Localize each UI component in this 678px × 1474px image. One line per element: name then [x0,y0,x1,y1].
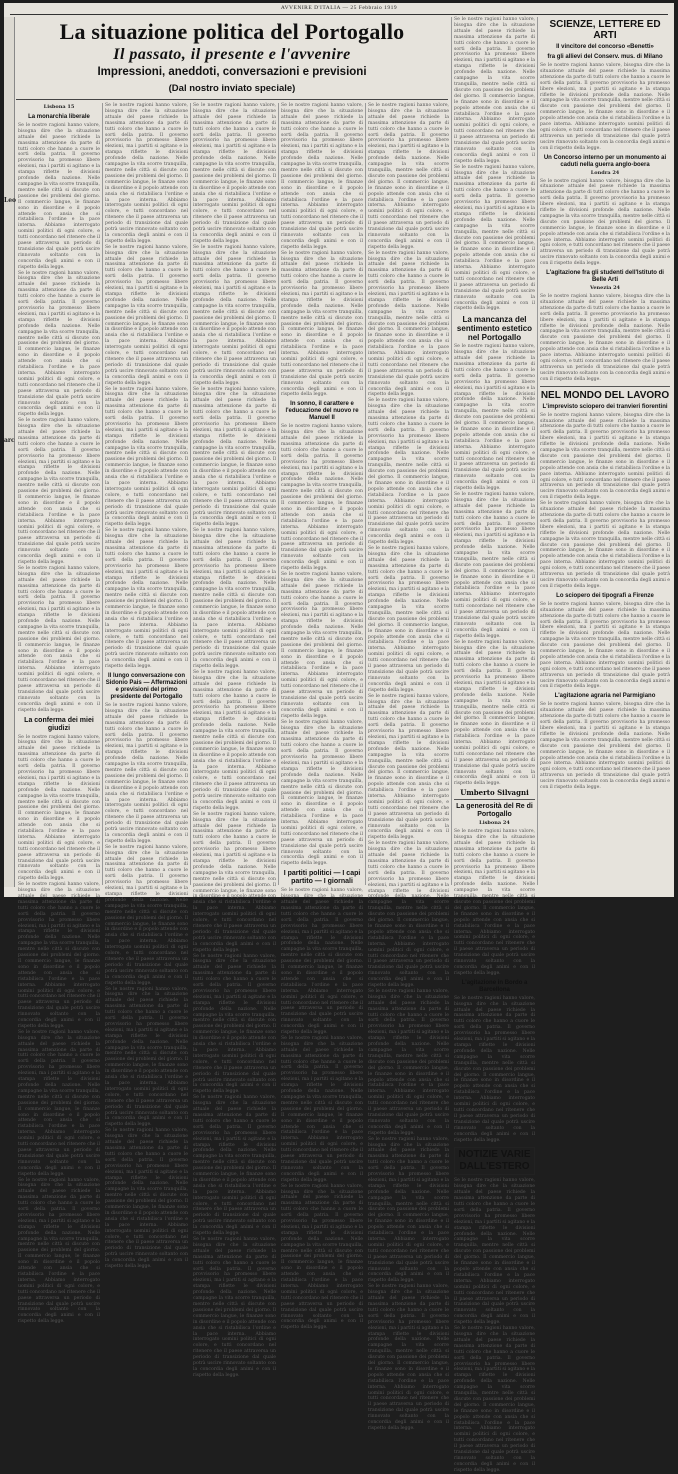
body-text: Se le nostre ragioni hanno valore, bisogna dire che la situazione attuale del paese richiede la massima attenzione da parte di tutti coloro che hanno a cuore le sorti della patria. Il governo provvisorio ha promesso libere elezioni, ma i partiti si agitano e la stampa riflette le divisioni profonde della nazione. Nelle campagne la vita scorre tranquilla, mentre nelle città si discute con passione dei problemi del giorno. Il commercio langue, le finanze sono in disordine e il popolo attende con ansia che si ristabilisca l'ordine e la pace interna. Abbiamo interrogato uomini politici di ogni colore, e tutti concordano nel ritenere che il paese attraversa un periodo di transizione dal quale potrà uscire rinnovato soltanto con la concordia degli animi e con il rispetto della legge. [105,986,188,1128]
dateline: Lisbona 24 [479,820,510,827]
body-text: Se le nostre ragioni hanno valore, bisogna dire che la situazione attuale del paese richiede la massima attenzione da parte di tutti coloro che hanno a cuore le sorti della patria. Il governo provvisorio ha promesso libere elezioni, ma i partiti si agitano e la stampa riflette le divisioni profonde della nazione. Nelle campagne la vita scorre tranquilla, mentre nelle città si discute con passione dei problemi del giorno. Il commercio langue, le finanze sono in disordine e il popolo attende con ansia che si ristabilisca l'ordine e la pace interna. Abbiamo interrogato uomini politici di ogni colore, e tutti concordano nel ritenere che il paese attraversa un periodo di transizione dal quale potrà uscire rinnovato soltanto con la concordia degli animi e con il rispetto della legge. [454,344,535,492]
body-text: Se le nostre ragioni hanno valore, bisogna dire che la situazione attuale del paese richiede la massima attenzione da parte di tutti coloro che hanno a cuore le sorti della patria. Il governo provvisorio ha promesso libere elezioni, ma i partiti si agitano e la stampa riflette le divisioni profonde della nazione. Nelle campagne la vita scorre tranquilla, mentre nelle città si discute con passione dei problemi del giorno. Il commercio langue, le finanze sono in disordine e il popolo attende con ansia che si ristabilisca l'ordine e la pace interna. Abbiamo interrogato uomini politici di ogni colore, e tutti concordano nel ritenere che il paese attraversa un periodo di transizione dal quale potrà uscire rinnovato soltanto con la concordia degli animi e con il rispetto della legge. [193,103,276,244]
body-text: Se le nostre ragioni hanno valore, bisogna dire che la situazione attuale del paese richiede la massima attenzione da parte di tutti coloro che hanno a cuore le sorti della patria. Il governo provvisorio ha promesso libere elezioni, ma i partiti si agitano e la stampa riflette le divisioni profonde della nazione. Nelle campagne la vita scorre tranquilla, mentre nelle città si discute con passione dei problemi del giorno. Il commercio langue, le finanze sono in disordine e il popolo attende con ansia che si ristabilisca l'ordine e la pace interna. Abbiamo interrogato uomini politici di ogni colore, e tutti concordano nel ritenere che il paese attraversa un periodo di transizione dal quale potrà uscire rinnovato soltanto con la concordia degli animi e con il rispetto della legge. [105,703,188,844]
body-text: Se le nostre ragioni hanno valore, bisogna dire che la situazione attuale del paese richiede la massima attenzione da parte di tutti coloro che hanno a cuore le sorti della patria. Il governo provvisorio ha promesso libere elezioni, ma i partiti si agitano e la stampa riflette le divisioni profonde della nazione. Nelle campagne la vita scorre tranquilla, mentre nelle città si discute con passione dei problemi del giorno. Il commercio langue, le finanze sono in disordine e il popolo attende con ansia che si ristabilisca l'ordine e la pace interna. Abbiamo interrogato uomini politici di ogni colore, e tutti concordano nel ritenere che il paese attraversa un periodo di transizione dal quale potrà uscire rinnovato soltanto con la concordia degli animi e con il rispetto della legge. [281,888,363,1036]
body-text: Se le nostre ragioni hanno valore, bisogna dire che la situazione attuale del paese richiede la massima attenzione da parte di tutti coloro che hanno a cuore le sorti della patria. Il governo provvisorio ha promesso libere elezioni, ma i partiti si agitano e la stampa riflette le divisioni profonde della nazione. Nelle campagne la vita scorre tranquilla, mentre nelle città si discute con passione dei problemi del giorno. Il commercio langue, le finanze sono in disordine e il popolo attende con ansia che si ristabilisca l'ordine e la pace interna. Abbiamo interrogato uomini politici di ogni colore, e tutti concordano nel ritenere che il paese attraversa un periodo di transizione dal quale potrà uscire rinnovato soltanto con la concordia degli animi e con il rispetto della legge. [454,1178,535,1326]
body-text: Se le nostre ragioni hanno valore, bisogna dire che la situazione attuale del paese richiede la massima attenzione da parte di tutti coloro che hanno a cuore le sorti della patria. Il governo provvisorio ha promesso libere elezioni, ma i partiti si agitano e la stampa riflette le divisioni profonde della nazione. Nelle campagne la vita scorre tranquilla, mentre nelle città si discute con passione dei problemi del giorno. Il commercio langue, le finanze sono in disordine e il popolo attende con ansia che si ristabilisca l'ordine e la pace interna. Abbiamo interrogato uomini politici di ogni colore, e tutti concordano nel ritenere che il paese attraversa un periodo di transizione dal quale potrà uscire rinnovato soltanto con la concordia degli animi e con il rispetto della legge. [18,1177,100,1325]
column-2 [105,103,188,1270]
column-7 [540,17,670,885]
running-head: AVVENIRE D'ITALIA — 25 Febbraio 1919 [280,5,398,11]
section-heading: L'agitazione agraria nel Parmigiano [554,693,656,700]
article-signature: Umberto Silvagni [460,788,529,798]
body-text: Se le nostre ragioni hanno valore, bisogna dire che la situazione attuale del paese richiede la massima attenzione da parte di tutti coloro che hanno a cuore le sorti della patria. Il governo provvisorio ha promesso libere elezioni, ma i partiti si agitano e la stampa riflette le divisioni profonde della nazione. Nelle campagne la vita scorre tranquilla, mentre nelle città si discute con passione dei problemi del giorno. Il commercio langue, le finanze sono in disordine e il popolo attende con ansia che si ristabilisca l'ordine e la pace interna. Abbiamo interrogato uomini politici di ogni colore, e tutti concordano nel ritenere che il paese attraversa un periodo di transizione dal quale potrà uscire rinnovato soltanto con la concordia degli animi e con il rispetto della legge. [454,164,535,312]
body-text: Se le nostre ragioni hanno valore, bisogna dire che la situazione attuale del paese richiede la massima attenzione da parte di tutti coloro che hanno a cuore le sorti della patria. Il governo provvisorio ha promesso libere elezioni, ma i partiti si agitano e la stampa riflette le divisioni profonde della nazione. Nelle campagne la vita scorre tranquilla, mentre nelle città si discute con passione dei problemi del giorno. Il commercio langue, le finanze sono in disordine e il popolo attende con ansia che si ristabilisca l'ordine e la pace interna. Abbiamo interrogato uomini politici di ogni colore, e tutti concordano nel ritenere che il paese attraversa un periodo di transizione dal quale potrà uscire rinnovato soltanto con la concordia degli animi e con il rispetto della legge. [18,418,100,565]
column-separator [451,17,452,885]
section-heading: L'agitazione in Bordo a Barcellona [461,979,528,993]
main-article-title: La situazione politica del Portogallo [59,19,405,44]
column-1 [18,103,100,1325]
section-heading: Lo sciopero dei tipografi a Firenze [556,592,654,599]
main-article-subtitle: Il passato, il presente e l'avvenire [113,46,351,63]
column-separator [190,103,191,885]
dateline: Venezia 24 [589,285,621,292]
body-text: Se le nostre ragioni hanno valore, bisogna dire che la situazione attuale del paese richiede la massima attenzione da parte di tutti coloro che hanno a cuore le sorti della patria. Il governo provvisorio ha promesso libere elezioni, ma i partiti si agitano e la stampa riflette le divisioni profonde della nazione. Nelle campagne la vita scorre tranquilla, mentre nelle città si discute con passione dei problemi del giorno. Il commercio langue, le finanze sono in disordine e il popolo attende con ansia che si ristabilisca l'ordine e la pace interna. Abbiamo interrogato uomini politici di ogni colore, e tutti concordano nel ritenere che il paese attraversa un periodo di transizione dal quale potrà uscire rinnovato soltanto con la concordia degli animi e con il rispetto della legge. [18,565,100,713]
section-heading: La generosità del Re di Portogallo [456,803,533,819]
section-heading: La monarchia liberale [28,113,90,120]
body-text: Se le nostre ragioni hanno valore, bisogna dire che la situazione attuale del paese richiede la massima attenzione da parte di tutti coloro che hanno a cuore le sorti della patria. Il governo provvisorio ha promesso libere elezioni, ma i partiti si agitano e la stampa riflette le divisioni profonde della nazione. Nelle campagne la vita scorre tranquilla, mentre nelle città si discute con passione dei problemi del giorno. Il commercio langue, le finanze sono in disordine e il popolo attende con ansia che si ristabilisca l'ordine e la pace interna. Abbiamo interrogato uomini politici di ogni colore, e tutti concordano nel ritenere che il paese attraversa un periodo di transizione dal quale potrà uscire rinnovato soltanto con la concordia degli animi e con il rispetto della legge. [281,571,363,719]
body-text: Se le nostre ragioni hanno valore, bisogna dire che la situazione attuale del paese richiede la massima attenzione da parte di tutti coloro che hanno a cuore le sorti della patria. Il governo provvisorio ha promesso libere elezioni, ma i partiti si agitano e la stampa riflette le divisioni profonde della nazione. Nelle campagne la vita scorre tranquilla, mentre nelle città si discute con passione dei problemi del giorno. Il commercio langue, le finanze sono in disordine e il popolo attende con ansia che si ristabilisca l'ordine e la pace interna. Abbiamo interrogato uomini politici di ogni colore, e tutti concordano nel ritenere che il paese attraversa un periodo di transizione dal quale potrà uscire rinnovato soltanto con la concordia degli animi e con il rispetto della legge. [105,103,188,244]
dateline: Lisbona 15 [43,104,75,110]
column-6 [454,17,535,1473]
body-text: Se le nostre ragioni hanno valore, bisogna dire che la situazione attuale del paese richiede la massima attenzione da parte di tutti coloro che hanno a cuore le sorti della patria. Il governo provvisorio ha promesso libere elezioni, ma i partiti si agitano e la stampa riflette le divisioni profonde della nazione. Nelle campagne la vita scorre tranquilla, mentre nelle città si discute con passione dei problemi del giorno. Il commercio langue, le finanze sono in disordine e il popolo attende con ansia che si ristabilisca l'ordine e la pace interna. Abbiamo interrogato uomini politici di ogni colore, e tutti concordano nel ritenere che il paese attraversa un periodo di transizione dal quale potrà uscire rinnovato soltanto con la concordia degli animi e con il rispetto della legge. [368,1136,449,1284]
column-5 [368,103,449,1431]
body-text: Se le nostre ragioni hanno valore, bisogna dire che la situazione attuale del paese richiede la massima attenzione da parte di tutti coloro che hanno a cuore le sorti della patria. Il governo provvisorio ha promesso libere elezioni, ma i partiti si agitano e la stampa riflette le divisioni profonde della nazione. Nelle campagne la vita scorre tranquilla, mentre nelle città si discute con passione dei problemi del giorno. Il commercio langue, le finanze sono in disordine e il popolo attende con ansia che si ristabilisca l'ordine e la pace interna. Abbiamo interrogato uomini politici di ogni colore, e tutti concordano nel ritenere che il paese attraversa un periodo di transizione dal quale potrà uscire rinnovato soltanto con la concordia degli animi e con il rispetto della legge. [540,178,670,267]
body-text: Se le nostre ragioni hanno valore, bisogna dire che la situazione attuale del paese richiede la massima attenzione da parte di tutti coloro che hanno a cuore le sorti della patria. Il governo provvisorio ha promesso libere elezioni, ma i partiti si agitano e la stampa riflette le divisioni profonde della nazione. Nelle campagne la vita scorre tranquilla, mentre nelle città si discute con passione dei problemi del giorno. Il commercio langue, le finanze sono in disordine e il popolo attende con ansia che si ristabilisca l'ordine e la pace interna. Abbiamo interrogato uomini politici di ogni colore, e tutti concordano nel ritenere che il paese attraversa un periodo di transizione dal quale potrà uscire rinnovato soltanto con la concordia degli animi e con il rispetto della legge. [105,1128,188,1270]
gutter-word: Leo [4,197,17,204]
header-rule [10,14,668,15]
body-text: Se le nostre ragioni hanno valore, bisogna dire che la situazione attuale del paese richiede la massima attenzione da parte di tutti coloro che hanno a cuore le sorti della patria. Il governo provvisorio ha promesso libere elezioni, ma i partiti si agitano e la stampa riflette le divisioni profonde della nazione. Nelle campagne la vita scorre tranquilla, mentre nelle città si discute con passione dei problemi del giorno. Il commercio langue, le finanze sono in disordine e il popolo attende con ansia che si ristabilisca l'ordine e la pace interna. Abbiamo interrogato uomini politici di ogni colore, e tutti concordano nel ritenere che il paese attraversa un periodo di transizione dal quale potrà uscire rinnovato soltanto con la concordia degli animi e con il rispetto della legge. [281,250,363,398]
body-text: Se le nostre ragioni hanno valore, bisogna dire che la situazione attuale del paese richiede la massima attenzione da parte di tutti coloro che hanno a cuore le sorti della patria. Il governo provvisorio ha promesso libere elezioni, ma i partiti si agitano e la stampa riflette le divisioni profonde della nazione. Nelle campagne la vita scorre tranquilla, mentre nelle città si discute con passione dei problemi del giorno. Il commercio langue, le finanze sono in disordine e il popolo attende con ansia che si ristabilisca l'ordine e la pace interna. Abbiamo interrogato uomini politici di ogni colore, e tutti concordano nel ritenere che il paese attraversa un periodo di transizione dal quale potrà uscire rinnovato soltanto con la concordia degli animi e con il rispetto della legge. [281,424,363,572]
body-text: Se le nostre ragioni hanno valore, bisogna dire che la situazione attuale del paese richiede la massima attenzione da parte di tutti coloro che hanno a cuore le sorti della patria. Il governo provvisorio ha promesso libere elezioni, ma i partiti si agitano e la stampa riflette le divisioni profonde della nazione. Nelle campagne la vita scorre tranquilla, mentre nelle città si discute con passione dei problemi del giorno. Il commercio langue, le finanze sono in disordine e il popolo attende con ansia che si ristabilisca l'ordine e la pace interna. Abbiamo interrogato uomini politici di ogni colore, e tutti concordano nel ritenere che il paese attraversa un periodo di transizione dal quale potrà uscire rinnovato soltanto con la concordia degli animi e con il rispetto della legge. [454,995,535,1143]
body-text: Se le nostre ragioni hanno valore, bisogna dire che la situazione attuale del paese richiede la massima attenzione da parte di tutti coloro che hanno a cuore le sorti della patria. Il governo provvisorio ha promesso libere elezioni, ma i partiti si agitano e la stampa riflette le divisioni profonde della nazione. Nelle campagne la vita scorre tranquilla, mentre nelle città si discute con passione dei problemi del giorno. Il commercio langue, le finanze sono in disordine e il popolo attende con ansia che si ristabilisca l'ordine e la pace interna. Abbiamo interrogato uomini politici di ogni colore, e tutti concordano nel ritenere che il paese attraversa un periodo di transizione dal quale potrà uscire rinnovato soltanto con la concordia degli animi e con il rispetto della legge. [281,1183,363,1331]
newspaper-page [4,3,674,1473]
body-text: Se le nostre ragioni hanno valore, bisogna dire che la situazione attuale del paese richiede la massima attenzione da parte di tutti coloro che hanno a cuore le sorti della patria. Il governo provvisorio ha promesso libere elezioni, ma i partiti si agitano e la stampa riflette le divisioni profonde della nazione. Nelle campagne la vita scorre tranquilla, mentre nelle città si discute con passione dei problemi del giorno. Il commercio langue, le finanze sono in disordine e il popolo attende con ansia che si ristabilisca l'ordine e la pace interna. Abbiamo interrogato uomini politici di ogni colore, e tutti concordano nel ritenere che il paese attraversa un periodo di transizione dal quale potrà uscire rinnovato soltanto con la concordia degli animi e con il rispetto della legge. [540,412,670,501]
column-separator [278,103,279,885]
section-heading: In sonno, il carattere e l'educazione del nuovo re Manuel II [285,401,359,422]
section-heading: Il vincitore del concorso «Benetti» [556,44,654,50]
body-text: Se le nostre ragioni hanno valore, bisogna dire che la situazione attuale del paese richiede la massima attenzione da parte di tutti coloro che hanno a cuore le sorti della patria. Il governo provvisorio ha promesso libere elezioni, ma i partiti si agitano e la stampa riflette le divisioni profonde della nazione. Nelle campagne la vita scorre tranquilla, mentre nelle città si discute con passione dei problemi del giorno. Il commercio langue, le finanze sono in disordine e il popolo attende con ansia che si ristabilisca l'ordine e la pace interna. Abbiamo interrogato uomini politici di ogni colore, e tutti concordano nel ritenere che il paese attraversa un periodo di transizione dal quale potrà uscire rinnovato soltanto con la concordia degli animi e con il rispetto della legge. [540,601,670,690]
gutter-word: arc [4,437,15,444]
column-separator [365,103,366,885]
headline-rule [16,99,448,100]
body-text: Se le nostre ragioni hanno valore, bisogna dire che la situazione attuale del paese richiede la massima attenzione da parte di tutti coloro che hanno a cuore le sorti della patria. Il governo provvisorio ha promesso libere elezioni, ma i partiti si agitano e la stampa riflette le divisioni profonde della nazione. Nelle campagne la vita scorre tranquilla, mentre nelle città si discute con passione dei problemi del giorno. Il commercio langue, le finanze sono in disordine e il popolo attende con ansia che si ristabilisca l'ordine e la pace interna. Abbiamo interrogato uomini politici di ogni colore, e tutti concordano nel ritenere che il paese attraversa un periodo di transizione dal quale potrà uscire rinnovato soltanto con la concordia degli animi e con il rispetto della legge. [454,491,535,639]
body-text: Se le nostre ragioni hanno valore, bisogna dire che la situazione attuale del paese richiede la massima attenzione da parte di tutti coloro che hanno a cuore le sorti della patria. Il governo provvisorio ha promesso libere elezioni, ma i partiti si agitano e la stampa riflette le divisioni profonde della nazione. Nelle campagne la vita scorre tranquilla, mentre nelle città si discute con passione dei problemi del giorno. Il commercio langue, le finanze sono in disordine e il popolo attende con ansia che si ristabilisca l'ordine e la pace interna. Abbiamo interrogato uomini politici di ogni colore, e tutti concordano nel ritenere che il paese attraversa un periodo di transizione dal quale potrà uscire rinnovato soltanto con la concordia degli animi e con il rispetto della legge. [540,501,670,589]
body-text: Se le nostre ragioni hanno valore, bisogna dire che la situazione attuale del paese richiede la massima attenzione da parte di tutti coloro che hanno a cuore le sorti della patria. Il governo provvisorio ha promesso libere elezioni, ma i partiti si agitano e la stampa riflette le divisioni profonde della nazione. Nelle campagne la vita scorre tranquilla, mentre nelle città si discute con passione dei problemi del giorno. Il commercio langue, le finanze sono in disordine e il popolo attende con ansia che si ristabilisca l'ordine e la pace interna. Abbiamo interrogato uomini politici di ogni colore, e tutti concordano nel ritenere che il paese attraversa un periodo di transizione dal quale potrà uscire rinnovato soltanto con la concordia degli animi e con il rispetto della legge. [368,841,449,989]
notizie-heading: NOTIZIE VARIE DALL'ESTERO [454,1147,535,1175]
column-4 [281,103,363,1331]
left-gutter-fragment [4,17,15,887]
body-text: Se le nostre ragioni hanno valore, bisogna dire che la situazione attuale del paese richiede la massima attenzione da parte di tutti coloro che hanno a cuore le sorti della patria. Il governo provvisorio ha promesso libere elezioni, ma i partiti si agitano e la stampa riflette le divisioni profonde della nazione. Nelle campagne la vita scorre tranquilla, mentre nelle città si discute con passione dei problemi del giorno. Il commercio langue, le finanze sono in disordine e il popolo attende con ansia che si ristabilisca l'ordine e la pace interna. Abbiamo interrogato uomini politici di ogni colore, e tutti concordano nel ritenere che il paese attraversa un periodo di transizione dal quale potrà uscire rinnovato soltanto con la concordia degli animi e con il rispetto della legge. [540,63,670,151]
body-text: Se le nostre ragioni hanno valore, bisogna dire che la situazione attuale del paese richiede la massima attenzione da parte di tutti coloro che hanno a cuore le sorti della patria. Il governo provvisorio ha promesso libere elezioni, ma i partiti si agitano e la stampa riflette le divisioni profonde della nazione. Nelle campagne la vita scorre tranquilla, mentre nelle città si discute con passione dei problemi del giorno. Il commercio langue, le finanze sono in disordine e il popolo attende con ansia che si ristabilisca l'ordine e la pace interna. Abbiamo interrogato uomini politici di ogni colore, e tutti concordano nel ritenere che il paese attraversa un periodo di transizione dal quale potrà uscire rinnovato soltanto con la concordia degli animi e con il rispetto della legge. [193,386,276,528]
section-heading: L'agitazione fra gli studenti dell'Istituto di Belle Arti [546,270,664,284]
body-text: Se le nostre ragioni hanno valore, bisogna dire che la situazione attuale del paese richiede la massima attenzione da parte di tutti coloro che hanno a cuore le sorti della patria. Il governo provvisorio ha promesso libere elezioni, ma i partiti si agitano e la stampa riflette le divisioni profonde della nazione. Nelle campagne la vita scorre tranquilla, mentre nelle città si discute con passione dei problemi del giorno. Il commercio langue, le finanze sono in disordine e il popolo attende con ansia che si ristabilisca l'ordine e la pace interna. Abbiamo interrogato uomini politici di ogni colore, e tutti concordano nel ritenere che il paese attraversa un periodo di transizione dal quale potrà uscire rinnovato soltanto con la concordia degli animi e con il rispetto della legge. [105,386,188,528]
section-heading: Il lungo conversazione con Sidonio Pais — Affermazioni e previsioni del primo presidente del Portogallo [105,673,188,700]
section-heading: La mancanza del sentimento estetico nel Portogallo [456,315,533,343]
section-heading: Un Concorso interno per un monumento ai caduti nella guerra anglo-boera [543,154,667,168]
section-subheading: fra gli allievi del Conserv. mus. di Milano [547,54,663,60]
column-separator [102,103,103,885]
section-rule [454,799,535,800]
main-article-byline: (Dal nostro inviato speciale) [168,83,296,94]
body-text: Se le nostre ragioni hanno valore, bisogna dire che la situazione attuale del paese richiede la massima attenzione da parte di tutti coloro che hanno a cuore le sorti della patria. Il governo provvisorio ha promesso libere elezioni, ma i partiti si agitano e la stampa riflette le divisioni profonde della nazione. Nelle campagne la vita scorre tranquilla, mentre nelle città si discute con passione dei problemi del giorno. Il commercio langue, le finanze sono in disordine e il popolo attende con ansia che si ristabilisca l'ordine e la pace interna. Abbiamo interrogato uomini politici di ogni colore, e tutti concordano nel ritenere che il paese attraversa un periodo di transizione dal quale potrà uscire rinnovato soltanto con la concordia degli animi e con il rispetto della legge. [368,1284,449,1431]
body-text: Se le nostre ragioni hanno valore, bisogna dire che la situazione attuale del paese richiede la massima attenzione da parte di tutti coloro che hanno a cuore le sorti della patria. Il governo provvisorio ha promesso libere elezioni, ma i partiti si agitano e la stampa riflette le divisioni profonde della nazione. Nelle campagne la vita scorre tranquilla, mentre nelle città si discute con passione dei problemi del giorno. Il commercio langue, le finanze sono in disordine e il popolo attende con ansia che si ristabilisca l'ordine e la pace interna. Abbiamo interrogato uomini politici di ogni colore, e tutti concordano nel ritenere che il paese attraversa un periodo di transizione dal quale potrà uscire rinnovato soltanto con la concordia degli animi e con il rispetto della legge. [105,244,188,386]
body-text: Se le nostre ragioni hanno valore, bisogna dire che la situazione attuale del paese richiede la massima attenzione da parte di tutti coloro che hanno a cuore le sorti della patria. Il governo provvisorio ha promesso libere elezioni, ma i partiti si agitano e la stampa riflette le divisioni profonde della nazione. Nelle campagne la vita scorre tranquilla, mentre nelle città si discute con passione dei problemi del giorno. Il commercio langue, le finanze sono in disordine e il popolo attende con ansia che si ristabilisca l'ordine e la pace interna. Abbiamo interrogato uomini politici di ogni colore, e tutti concordano nel ritenere che il paese attraversa un periodo di transizione dal quale potrà uscire rinnovato soltanto con la concordia degli animi e con il rispetto della legge. [105,844,188,986]
body-text: Se le nostre ragioni hanno valore, bisogna dire che la situazione attuale del paese richiede la massima attenzione da parte di tutti coloro che hanno a cuore le sorti della patria. Il governo provvisorio ha promesso libere elezioni, ma i partiti si agitano e la stampa riflette le divisioni profonde della nazione. Nelle campagne la vita scorre tranquilla, mentre nelle città si discute con passione dei problemi del giorno. Il commercio langue, le finanze sono in disordine e il popolo attende con ansia che si ristabilisca l'ordine e la pace interna. Abbiamo interrogato uomini politici di ogni colore, e tutti concordano nel ritenere che il paese attraversa un periodo di transizione dal quale potrà uscire rinnovato soltanto con la concordia degli animi e con il rispetto della legge. [193,244,276,386]
body-text: Se le nostre ragioni hanno valore, bisogna dire che la situazione attuale del paese richiede la massima attenzione da parte di tutti coloro che hanno a cuore le sorti della patria. Il governo provvisorio ha promesso libere elezioni, ma i partiti si agitano e la stampa riflette le divisioni profonde della nazione. Nelle campagne la vita scorre tranquilla, mentre nelle città si discute con passione dei problemi del giorno. Il commercio langue, le finanze sono in disordine e il popolo attende con ansia che si ristabilisca l'ordine e la pace interna. Abbiamo interrogato uomini politici di ogni colore, e tutti concordano nel ritenere che il paese attraversa un periodo di transizione dal quale potrà uscire rinnovato soltanto con la concordia degli animi e con il rispetto della legge. [368,988,449,1136]
body-text: Se le nostre ragioni hanno valore, bisogna dire che la situazione attuale del paese richiede la massima attenzione da parte di tutti coloro che hanno a cuore le sorti della patria. Il governo provvisorio ha promesso libere elezioni, ma i partiti si agitano e la stampa riflette le divisioni profonde della nazione. Nelle campagne la vita scorre tranquilla, mentre nelle città si discute con passione dei problemi del giorno. Il commercio langue, le finanze sono in disordine e il popolo attende con ansia che si ristabilisca l'ordine e la pace interna. Abbiamo interrogato uomini politici di ogni colore, e tutti concordano nel ritenere che il paese attraversa un periodo di transizione dal quale potrà uscire rinnovato soltanto con la concordia degli animi e con il rispetto della legge. [368,693,449,841]
body-text: Se le nostre ragioni hanno valore, bisogna dire che la situazione attuale del paese richiede la massima attenzione da parte di tutti coloro che hanno a cuore le sorti della patria. Il governo provvisorio ha promesso libere elezioni, ma i partiti si agitano e la stampa riflette le divisioni profonde della nazione. Nelle campagne la vita scorre tranquilla, mentre nelle città si discute con passione dei problemi del giorno. Il commercio langue, le finanze sono in disordine e il popolo attende con ansia che si ristabilisca l'ordine e la pace interna. Abbiamo interrogato uomini politici di ogni colore, e tutti concordano nel ritenere che il paese attraversa un periodo di transizione dal quale potrà uscire rinnovato soltanto con la concordia degli animi e con il rispetto della legge. [540,702,670,791]
column-separator [537,17,538,885]
body-text: Se le nostre ragioni hanno valore, bisogna dire che la situazione attuale del paese richiede la massima attenzione da parte di tutti coloro che hanno a cuore le sorti della patria. Il governo provvisorio ha promesso libere elezioni, ma i partiti si agitano e la stampa riflette le divisioni profonde della nazione. Nelle campagne la vita scorre tranquilla, mentre nelle città si discute con passione dei problemi del giorno. Il commercio langue, le finanze sono in disordine e il popolo attende con ansia che si ristabilisca l'ordine e la pace interna. Abbiamo interrogato uomini politici di ogni colore, e tutti concordano nel ritenere che il paese attraversa un periodo di transizione dal quale potrà uscire rinnovato soltanto con la concordia degli animi e con il rispetto della legge. [193,811,276,953]
body-text: Se le nostre ragioni hanno valore, bisogna dire che la situazione attuale del paese richiede la massima attenzione da parte di tutti coloro che hanno a cuore le sorti della patria. Il governo provvisorio ha promesso libere elezioni, ma i partiti si agitano e la stampa riflette le divisioni profonde della nazione. Nelle campagne la vita scorre tranquilla, mentre nelle città si discute con passione dei problemi del giorno. Il commercio langue, le finanze sono in disordine e il popolo attende con ansia che si ristabilisca l'ordine e la pace interna. Abbiamo interrogato uomini politici di ogni colore, e tutti concordano nel ritenere che il paese attraversa un periodo di transizione dal quale potrà uscire rinnovato soltanto con la concordia degli animi e con il rispetto della legge. [368,398,449,546]
body-text: Se le nostre ragioni hanno valore, bisogna dire che la situazione attuale del paese richiede la massima attenzione da parte di tutti coloro che hanno a cuore le sorti della patria. Il governo provvisorio ha promesso libere elezioni, ma i partiti si agitano e la stampa riflette le divisioni profonde della nazione. Nelle campagne la vita scorre tranquilla, mentre nelle città si discute con passione dei problemi del giorno. Il commercio langue, le finanze sono in disordine e il popolo attende con ansia che si ristabilisca l'ordine e la pace interna. Abbiamo interrogato uomini politici di ogni colore, e tutti concordano nel ritenere che il paese attraversa un periodo di transizione dal quale potrà uscire rinnovato soltanto con la concordia degli animi e con il rispetto della legge. [540,294,670,382]
column-3 [193,103,276,1378]
body-text: Se le nostre ragioni hanno valore, bisogna dire che la situazione attuale del paese richiede la massima attenzione da parte di tutti coloro che hanno a cuore le sorti della patria. Il governo provvisorio ha promesso libere elezioni, ma i partiti si agitano e la stampa riflette le divisioni profonde della nazione. Nelle campagne la vita scorre tranquilla, mentre nelle città si discute con passione dei problemi del giorno. Il commercio langue, le finanze sono in disordine e il popolo attende con ansia che si ristabilisca l'ordine e la pace interna. Abbiamo interrogato uomini politici di ogni colore, e tutti concordano nel ritenere che il paese attraversa un periodo di transizione dal quale potrà uscire rinnovato soltanto con la concordia degli animi e con il rispetto della legge. [368,250,449,398]
body-text: Se le nostre ragioni hanno valore, bisogna dire che la situazione attuale del paese richiede la massima attenzione da parte di tutti coloro che hanno a cuore le sorti della patria. Il governo provvisorio ha promesso libere elezioni, ma i partiti si agitano e la stampa riflette le divisioni profonde della nazione. Nelle campagne la vita scorre tranquilla, mentre nelle città si discute con passione dei problemi del giorno. Il commercio langue, le finanze sono in disordine e il popolo attende con ansia che si ristabilisca l'ordine e la pace interna. Abbiamo interrogato uomini politici di ogni colore, e tutti concordano nel ritenere che il paese attraversa un periodo di transizione dal quale potrà uscire rinnovato soltanto con la concordia degli animi e con il rispetto della legge. [18,270,100,418]
body-text: Se le nostre ragioni hanno valore, bisogna dire che la situazione attuale del paese richiede la massima attenzione da parte di tutti coloro che hanno a cuore le sorti della patria. Il governo provvisorio ha promesso libere elezioni, ma i partiti si agitano e la stampa riflette le divisioni profonde della nazione. Nelle campagne la vita scorre tranquilla, mentre nelle città si discute con passione dei problemi del giorno. Il commercio langue, le finanze sono in disordine e il popolo attende con ansia che si ristabilisca l'ordine e la pace interna. Abbiamo interrogato uomini politici di ogni colore, e tutti concordano nel ritenere che il paese attraversa un periodo di transizione dal quale potrà uscire rinnovato soltanto con la concordia degli animi e con il rispetto della legge. [18,734,100,882]
body-text: Se le nostre ragioni hanno valore, bisogna dire che la situazione attuale del paese richiede la massima attenzione da parte di tutti coloro che hanno a cuore le sorti della patria. Il governo provvisorio ha promesso libere elezioni, ma i partiti si agitano e la stampa riflette le divisioni profonde della nazione. Nelle campagne la vita scorre tranquilla, mentre nelle città si discute con passione dei problemi del giorno. Il commercio langue, le finanze sono in disordine e il popolo attende con ansia che si ristabilisca l'ordine e la pace interna. Abbiamo interrogato uomini politici di ogni colore, e tutti concordano nel ritenere che il paese attraversa un periodo di transizione dal quale potrà uscire rinnovato soltanto con la concordia degli animi e con il rispetto della legge. [281,1035,363,1183]
body-text: Se le nostre ragioni hanno valore, bisogna dire che la situazione attuale del paese richiede la massima attenzione da parte di tutti coloro che hanno a cuore le sorti della patria. Il governo provvisorio ha promesso libere elezioni, ma i partiti si agitano e la stampa riflette le divisioni profonde della nazione. Nelle campagne la vita scorre tranquilla, mentre nelle città si discute con passione dei problemi del giorno. Il commercio langue, le finanze sono in disordine e il popolo attende con ansia che si ristabilisca l'ordine e la pace interna. Abbiamo interrogato uomini politici di ogni colore, e tutti concordano nel ritenere che il paese attraversa un periodo di transizione dal quale potrà uscire rinnovato soltanto con la concordia degli animi e con il rispetto della legge. [18,122,100,270]
body-text: Se le nostre ragioni hanno valore, bisogna dire che la situazione attuale del paese richiede la massima attenzione da parte di tutti coloro che hanno a cuore le sorti della patria. Il governo provvisorio ha promesso libere elezioni, ma i partiti si agitano e la stampa riflette le divisioni profonde della nazione. Nelle campagne la vita scorre tranquilla, mentre nelle città si discute con passione dei problemi del giorno. Il commercio langue, le finanze sono in disordine e il popolo attende con ansia che si ristabilisca l'ordine e la pace interna. Abbiamo interrogato uomini politici di ogni colore, e tutti concordano nel ritenere che il paese attraversa un periodo di transizione dal quale potrà uscire rinnovato soltanto con la concordia degli animi e con il rispetto della legge. [454,639,535,787]
section-rule [540,386,670,387]
main-article-deck: Impressioni, aneddoti, conversazioni e previsioni [97,66,367,78]
body-text: Se le nostre ragioni hanno valore, bisogna dire che la situazione attuale del paese richiede la massima attenzione da parte di tutti coloro che hanno a cuore le sorti della patria. Il governo provvisorio ha promesso libere elezioni, ma i partiti si agitano e la stampa riflette le divisioni profonde della nazione. Nelle campagne la vita scorre tranquilla, mentre nelle città si discute con passione dei problemi del giorno. Il commercio langue, le finanze sono in disordine e il popolo attende con ansia che si ristabilisca l'ordine e la pace interna. Abbiamo interrogato uomini politici di ogni colore, e tutti concordano nel ritenere che il paese attraversa un periodo di transizione dal quale potrà uscire rinnovato soltanto con la concordia degli animi e con il rispetto della legge. [193,1095,276,1237]
body-text: Se le nostre ragioni hanno valore, bisogna dire che la situazione attuale del paese richiede la massima attenzione da parte di tutti coloro che hanno a cuore le sorti della patria. Il governo provvisorio ha promesso libere elezioni, ma i partiti si agitano e la stampa riflette le divisioni profonde della nazione. Nelle campagne la vita scorre tranquilla, mentre nelle città si discute con passione dei problemi del giorno. Il commercio langue, le finanze sono in disordine e il popolo attende con ansia che si ristabilisca l'ordine e la pace interna. Abbiamo interrogato uomini politici di ogni colore, e tutti concordano nel ritenere che il paese attraversa un periodo di transizione dal quale potrà uscire rinnovato soltanto con la concordia degli animi e con il rispetto della legge. [193,670,276,811]
body-text: Se le nostre ragioni hanno valore, bisogna dire che la situazione attuale del paese richiede la massima attenzione da parte di tutti coloro che hanno a cuore le sorti della patria. Il governo provvisorio ha promesso libere elezioni, ma i partiti si agitano e la stampa riflette le divisioni profonde della nazione. Nelle campagne la vita scorre tranquilla, mentre nelle città si discute con passione dei problemi del giorno. Il commercio langue, le finanze sono in disordine e il popolo attende con ansia che si ristabilisca l'ordine e la pace interna. Abbiamo interrogato uomini politici di ogni colore, e tutti concordano nel ritenere che il paese attraversa un periodo di transizione dal quale potrà uscire rinnovato soltanto con la concordia degli animi e con il rispetto della legge. [368,545,449,693]
lavoro-heading: NEL MONDO DEL LAVORO [540,389,670,401]
body-text: Se le nostre ragioni hanno valore, bisogna dire che la situazione attuale del paese richiede la massima attenzione da parte di tutti coloro che hanno a cuore le sorti della patria. Il governo provvisorio ha promesso libere elezioni, ma i partiti si agitano e la stampa riflette le divisioni profonde della nazione. Nelle campagne la vita scorre tranquilla, mentre nelle città si discute con passione dei problemi del giorno. Il commercio langue, le finanze sono in disordine e il popolo attende con ansia che si ristabilisca l'ordine e la pace interna. Abbiamo interrogato uomini politici di ogni colore, e tutti concordano nel ritenere che il paese attraversa un periodo di transizione dal quale potrà uscire rinnovato soltanto con la concordia degli animi e con il rispetto della legge. [105,528,188,670]
body-text: Se le nostre ragioni hanno valore, bisogna dire che la situazione attuale del paese richiede la massima attenzione da parte di tutti coloro che hanno a cuore le sorti della patria. Il governo provvisorio ha promesso libere elezioni, ma i partiti si agitano e la stampa riflette le divisioni profonde della nazione. Nelle campagne la vita scorre tranquilla, mentre nelle città si discute con passione dei problemi del giorno. Il commercio langue, le finanze sono in disordine e il popolo attende con ansia che si ristabilisca l'ordine e la pace interna. Abbiamo interrogato uomini politici di ogni colore, e tutti concordano nel ritenere che il paese attraversa un periodo di transizione dal quale potrà uscire rinnovato soltanto con la concordia degli animi e con il rispetto della legge. [193,528,276,670]
body-text: Se le nostre ragioni hanno valore, bisogna dire che la situazione attuale del paese richiede la massima attenzione da parte di tutti coloro che hanno a cuore le sorti della patria. Il governo provvisorio ha promesso libere elezioni, ma i partiti si agitano e la stampa riflette le divisioni profonde della nazione. Nelle campagne la vita scorre tranquilla, mentre nelle città si discute con passione dei problemi del giorno. Il commercio langue, le finanze sono in disordine e il popolo attende con ansia che si ristabilisca l'ordine e la pace interna. Abbiamo interrogato uomini politici di ogni colore, e tutti concordano nel ritenere che il paese attraversa un periodo di transizione dal quale potrà uscire rinnovato soltanto con la concordia degli animi e con il rispetto della legge. [193,953,276,1095]
main-headline-block [16,17,448,97]
body-text: Se le nostre ragioni hanno valore, bisogna dire che la situazione attuale del paese richiede la massima attenzione da parte di tutti coloro che hanno a cuore le sorti della patria. Il governo provvisorio ha promesso libere elezioni, ma i partiti si agitano e la stampa riflette le divisioni profonde della nazione. Nelle campagne la vita scorre tranquilla, mentre nelle città si discute con passione dei problemi del giorno. Il commercio langue, le finanze sono in disordine e il popolo attende con ansia che si ristabilisca l'ordine e la pace interna. Abbiamo interrogato uomini politici di ogni colore, e tutti concordano nel ritenere che il paese attraversa un periodo di transizione dal quale potrà uscire rinnovato soltanto con la concordia degli animi e con il rispetto della legge. [18,1029,100,1177]
dateline: Londra 24 [590,169,620,176]
body-text: Se le nostre ragioni hanno valore, bisogna dire che la situazione attuale del paese richiede la massima attenzione da parte di tutti coloro che hanno a cuore le sorti della patria. Il governo provvisorio ha promesso libere elezioni, ma i partiti si agitano e la stampa riflette le divisioni profonde della nazione. Nelle campagne la vita scorre tranquilla, mentre nelle città si discute con passione dei problemi del giorno. Il commercio langue, le finanze sono in disordine e il popolo attende con ansia che si ristabilisca l'ordine e la pace interna. Abbiamo interrogato uomini politici di ogni colore, e tutti concordano nel ritenere che il paese attraversa un periodo di transizione dal quale potrà uscire rinnovato soltanto con la concordia degli animi e con il rispetto della legge. [368,103,449,250]
section-heading: La conferma dei miei giudizi [24,716,94,732]
body-text: Se le nostre ragioni hanno valore, bisogna dire che la situazione attuale del paese richiede la massima attenzione da parte di tutti coloro che hanno a cuore le sorti della patria. Il governo provvisorio ha promesso libere elezioni, ma i partiti si agitano e la stampa riflette le divisioni profonde della nazione. Nelle campagne la vita scorre tranquilla, mentre nelle città si discute con passione dei problemi del giorno. Il commercio langue, le finanze sono in disordine e il popolo attende con ansia che si ristabilisca l'ordine e la pace interna. Abbiamo interrogato uomini politici di ogni colore, e tutti concordano nel ritenere che il paese attraversa un periodo di transizione dal quale potrà uscire rinnovato soltanto con la concordia degli animi e con il rispetto della legge. [18,882,100,1029]
body-text: Se le nostre ragioni hanno valore, bisogna dire che la situazione attuale del paese richiede la massima attenzione da parte di tutti coloro che hanno a cuore le sorti della patria. Il governo provvisorio ha promesso libere elezioni, ma i partiti si agitano e la stampa riflette le divisioni profonde della nazione. Nelle campagne la vita scorre tranquilla, mentre nelle città si discute con passione dei problemi del giorno. Il commercio langue, le finanze sono in disordine e il popolo attende con ansia che si ristabilisca l'ordine e la pace interna. Abbiamo interrogato uomini politici di ogni colore, e tutti concordano nel ritenere che il paese attraversa un periodo di transizione dal quale potrà uscire rinnovato soltanto con la concordia degli animi e con il rispetto della legge. [454,17,535,164]
body-text: Se le nostre ragioni hanno valore, bisogna dire che la situazione attuale del paese richiede la massima attenzione da parte di tutti coloro che hanno a cuore le sorti della patria. Il governo provvisorio ha promesso libere elezioni, ma i partiti si agitano e la stampa riflette le divisioni profonde della nazione. Nelle campagne la vita scorre tranquilla, mentre nelle città si discute con passione dei problemi del giorno. Il commercio langue, le finanze sono in disordine e il popolo attende con ansia che si ristabilisca l'ordine e la pace interna. Abbiamo interrogato uomini politici di ogni colore, e tutti concordano nel ritenere che il paese attraversa un periodo di transizione dal quale potrà uscire rinnovato soltanto con la concordia degli animi e con il rispetto della legge. [454,1326,535,1473]
scienze-heading: SCIENZE, LETTERE ED ARTI [549,19,661,41]
body-text: Se le nostre ragioni hanno valore, bisogna dire che la situazione attuale del paese richiede la massima attenzione da parte di tutti coloro che hanno a cuore le sorti della patria. Il governo provvisorio ha promesso libere elezioni, ma i partiti si agitano e la stampa riflette le divisioni profonde della nazione. Nelle campagne la vita scorre tranquilla, mentre nelle città si discute con passione dei problemi del giorno. Il commercio langue, le finanze sono in disordine e il popolo attende con ansia che si ristabilisca l'ordine e la pace interna. Abbiamo interrogato uomini politici di ogni colore, e tutti concordano nel ritenere che il paese attraversa un periodo di transizione dal quale potrà uscire rinnovato soltanto con la concordia degli animi e con il rispetto della legge. [454,829,535,976]
body-text: Se le nostre ragioni hanno valore, bisogna dire che la situazione attuale del paese richiede la massima attenzione da parte di tutti coloro che hanno a cuore le sorti della patria. Il governo provvisorio ha promesso libere elezioni, ma i partiti si agitano e la stampa riflette le divisioni profonde della nazione. Nelle campagne la vita scorre tranquilla, mentre nelle città si discute con passione dei problemi del giorno. Il commercio langue, le finanze sono in disordine e il popolo attende con ansia che si ristabilisca l'ordine e la pace interna. Abbiamo interrogato uomini politici di ogni colore, e tutti concordano nel ritenere che il paese attraversa un periodo di transizione dal quale potrà uscire rinnovato soltanto con la concordia degli animi e con il rispetto della legge. [193,1237,276,1378]
section-heading: I partiti politici — I capi partito — I giornali [283,870,361,886]
body-text: Se le nostre ragioni hanno valore, bisogna dire che la situazione attuale del paese richiede la massima attenzione da parte di tutti coloro che hanno a cuore le sorti della patria. Il governo provvisorio ha promesso libere elezioni, ma i partiti si agitano e la stampa riflette le divisioni profonde della nazione. Nelle campagne la vita scorre tranquilla, mentre nelle città si discute con passione dei problemi del giorno. Il commercio langue, le finanze sono in disordine e il popolo attende con ansia che si ristabilisca l'ordine e la pace interna. Abbiamo interrogato uomini politici di ogni colore, e tutti concordano nel ritenere che il paese attraversa un periodo di transizione dal quale potrà uscire rinnovato soltanto con la concordia degli animi e con il rispetto della legge. [281,719,363,867]
body-text: Se le nostre ragioni hanno valore, bisogna dire che la situazione attuale del paese richiede la massima attenzione da parte di tutti coloro che hanno a cuore le sorti della patria. Il governo provvisorio ha promesso libere elezioni, ma i partiti si agitano e la stampa riflette le divisioni profonde della nazione. Nelle campagne la vita scorre tranquilla, mentre nelle città si discute con passione dei problemi del giorno. Il commercio langue, le finanze sono in disordine e il popolo attende con ansia che si ristabilisca l'ordine e la pace interna. Abbiamo interrogato uomini politici di ogni colore, e tutti concordano nel ritenere che il paese attraversa un periodo di transizione dal quale potrà uscire rinnovato soltanto con la concordia degli animi e con il rispetto della legge. [281,103,363,250]
section-heading: L'imprevisto sciopero dei tranvieri fiorentini [542,403,668,410]
